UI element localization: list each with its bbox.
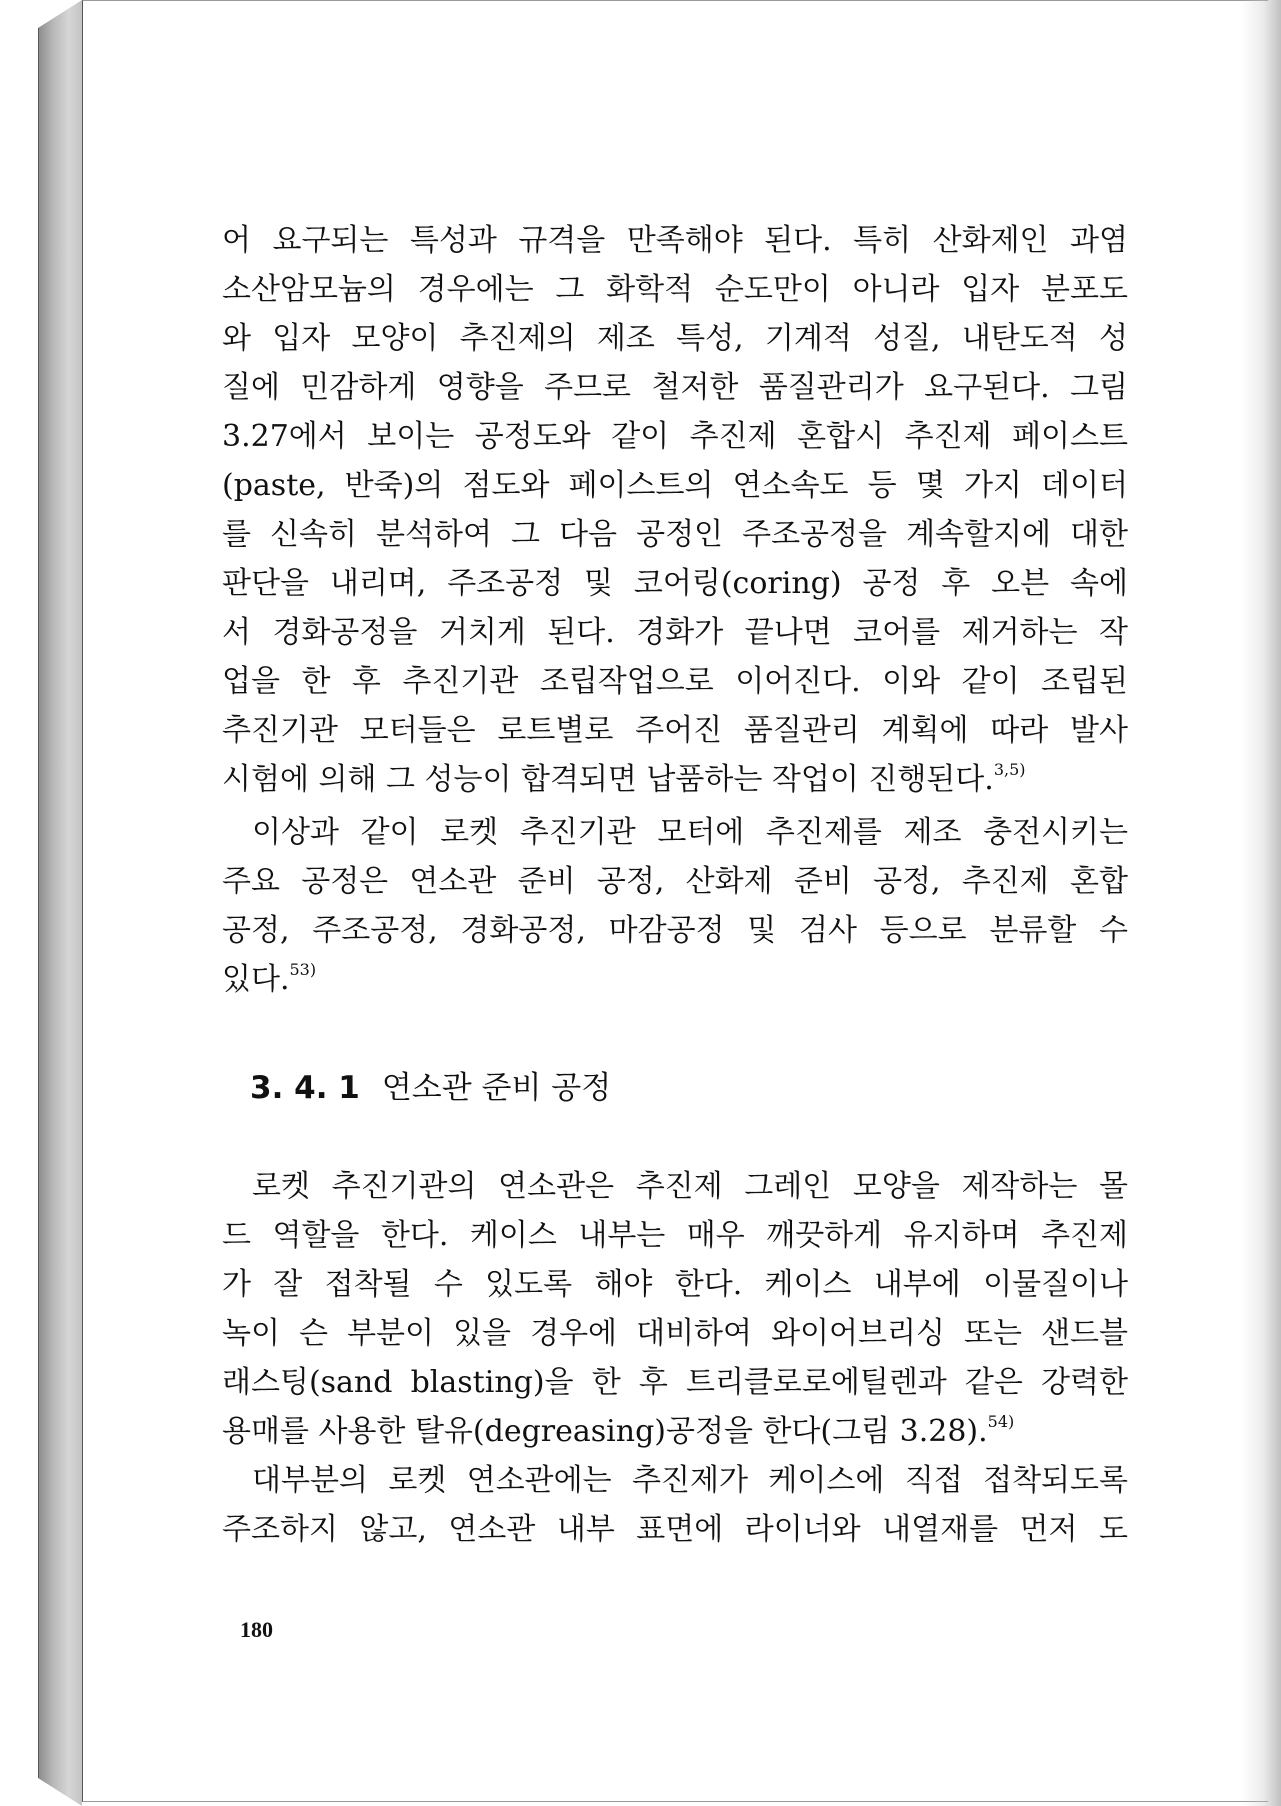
book-edge-line (38, 28, 39, 1778)
page-number: 180 (240, 1617, 273, 1642)
text-line: 이상과 같이 로켓 추진기관 모터에 추진제를 제조 충전시키는 (252, 815, 1128, 850)
book-spine-edge (38, 0, 82, 1806)
section-number: 3. 4. 1 (250, 1070, 360, 1106)
text-line: 대부분의 로켓 연소관에는 추진제가 케이스에 직접 접착되도록 (252, 1463, 1128, 1498)
text-line: 어 요구되는 특성과 규격을 만족해야 된다. 특히 산화제인 과염 (222, 223, 1128, 258)
paragraph-3 (222, 1162, 1128, 1456)
text-line: 래스팅(sand blasting)을 한 후 트리클로로에틸렌과 같은 강력한 (222, 1365, 1128, 1400)
text-line: 소산암모늄의 경우에는 그 화학적 순도만이 아니라 입자 분포도 (222, 272, 1128, 307)
text-line: 판단을 내리며, 주조공정 및 코어링(coring) 공정 후 오븐 속에 (222, 566, 1128, 601)
text-line: 주요 공정은 연소관 준비 공정, 산화제 준비 공정, 추진제 혼합 (222, 864, 1128, 899)
text-line: 를 신속히 분석하여 그 다음 공정인 주조공정을 계속할지에 대한 (222, 517, 1128, 552)
text-line: 질에 민감하게 영향을 주므로 철저한 품질관리가 요구된다. 그림 (222, 370, 1128, 405)
text-line: 녹이 슨 부분이 있을 경우에 대비하여 와이어브리싱 또는 샌드블 (222, 1316, 1128, 1351)
text-line-last (222, 1407, 1128, 1456)
text-line: 드 역할을 한다. 케이스 내부는 매우 깨끗하게 유지하며 추진제 (222, 1218, 1128, 1253)
text-line: 와 입자 모양이 추진제의 제조 특성, 기계적 성질, 내탄도적 성 (222, 321, 1128, 356)
text-line-last (222, 755, 1128, 804)
paragraph-4 (222, 1456, 1128, 1554)
reference-superscript: 54) (987, 1412, 1015, 1431)
text-line: 추진기관 모터들은 로트별로 주어진 품질관리 계획에 따라 발사 (222, 713, 1128, 748)
reference-superscript: 53) (289, 960, 317, 979)
text-line: 3.27에서 보이는 공정도와 같이 추진제 혼합시 추진제 페이스트 (222, 419, 1128, 454)
text-line: 공정, 주조공정, 경화공정, 마감공정 및 검사 등으로 분류할 수 (222, 913, 1128, 948)
section-title: 연소관 준비 공정 (381, 1070, 612, 1106)
paragraph-2 (222, 808, 1128, 1004)
text-line: 로켓 추진기관의 연소관은 추진제 그레인 모양을 제작하는 몰 (252, 1169, 1128, 1204)
section-heading (250, 1062, 611, 1107)
text-line: 서 경화공정을 거치게 된다. 경화가 끝나면 코어를 제거하는 작 (222, 615, 1128, 650)
text-line: 용매를 사용한 탈유(degreasing)공정을 한다(그림 3.28). (222, 1414, 988, 1449)
page-curl-shadow (1241, 0, 1281, 1806)
reference-superscript: 3,5) (993, 760, 1026, 779)
text-line: 가 잘 접착될 수 있도록 해야 한다. 케이스 내부에 이물질이나 (222, 1267, 1128, 1302)
text-line: 있다. (222, 962, 290, 997)
text-line: (paste, 반죽)의 점도와 페이스트의 연소속도 등 몇 가지 데이터 (222, 468, 1128, 503)
text-line: 시험에 의해 그 성능이 합격되면 납품하는 작업이 진행된다. (222, 762, 994, 797)
text-line: 주조하지 않고, 연소관 내부 표면에 라이너와 내열재를 먼저 도 (222, 1512, 1128, 1547)
paragraph-1 (222, 216, 1128, 804)
text-line-last (222, 955, 1128, 1004)
text-line: 업을 한 후 추진기관 조립작업으로 이어진다. 이와 같이 조립된 (222, 664, 1128, 699)
